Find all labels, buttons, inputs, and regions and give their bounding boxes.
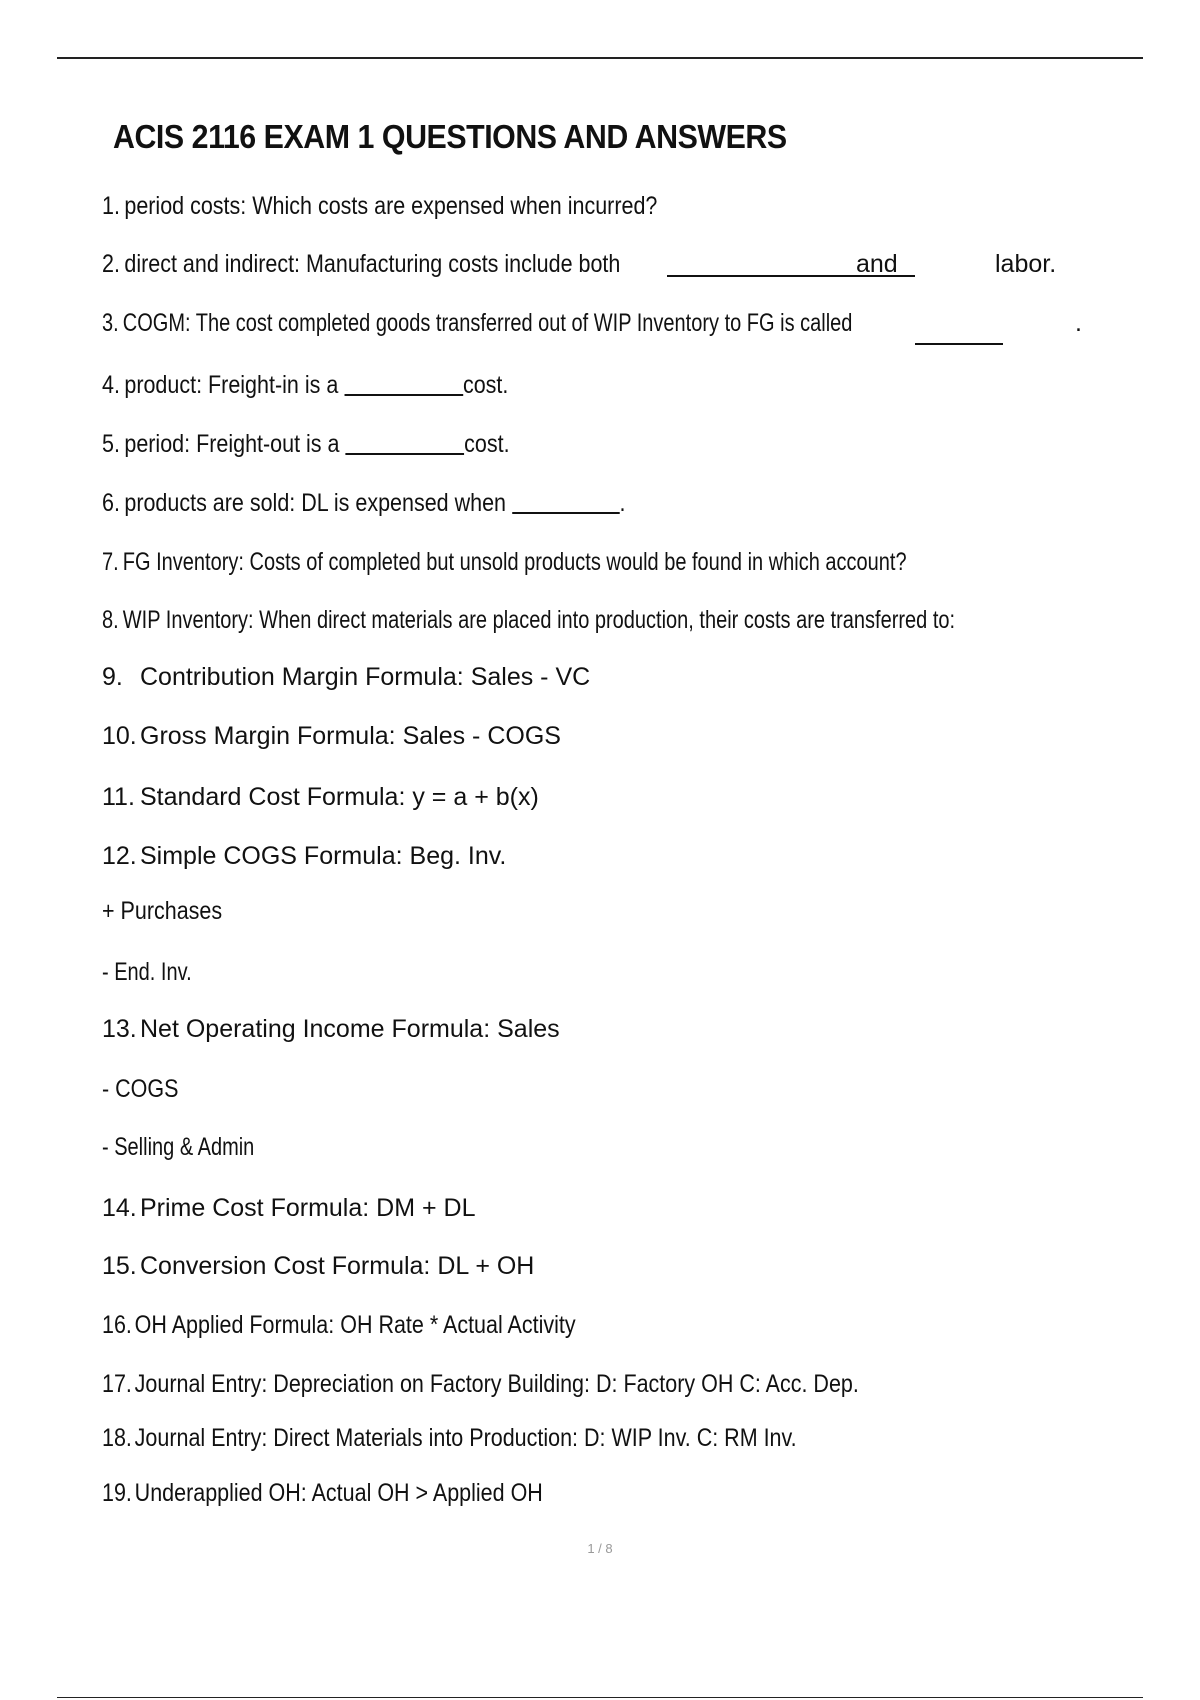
cogs-purchases-line: + Purchases: [102, 897, 223, 925]
question-13: 13. Net Operating Income Formula: Sales: [102, 1015, 560, 1043]
question-14: 14. Prime Cost Formula: DM + DL: [102, 1194, 476, 1222]
top-rule: [57, 57, 1143, 59]
question-1: 1. period costs: Which costs are expensed when incurred?: [102, 192, 658, 220]
answer-3-end: .: [1075, 309, 1082, 337]
question-6: 6. products are sold: DL is expensed when .: [102, 489, 626, 517]
bottom-rule: [57, 1697, 1143, 1698]
question-5: 5. period: Freight-out is a cost.: [102, 430, 510, 458]
question-8: 8. WIP Inventory: When direct materials are placed into production, their costs are transferred to:: [102, 606, 956, 634]
question-4: 4. product: Freight-in is a cost.: [102, 371, 509, 399]
answer-2-and: and: [856, 250, 898, 278]
blank-3: [915, 318, 1003, 349]
question-12: 12. Simple COGS Formula: Beg. Inv.: [102, 842, 507, 870]
question-11: 11. Standard Cost Formula: y = a + b(x): [102, 783, 539, 811]
noi-cogs-line: - COGS: [102, 1075, 179, 1103]
question-2: 2. direct and indirect: Manufacturing costs include both: [102, 250, 621, 278]
page-number: 1 / 8: [587, 1541, 613, 1556]
question-7: 7. FG Inventory: Costs of completed but unsold products would be found in which account?: [102, 548, 907, 576]
answer-2-end: labor.: [995, 250, 1057, 278]
question-16: 16. OH Applied Formula: OH Rate * Actual Activity: [102, 1311, 576, 1339]
question-18: 18. Journal Entry: Direct Materials into Production: D: WIP Inv. C: RM Inv.: [102, 1424, 797, 1452]
cogs-end-inv-line: - End. Inv.: [102, 958, 192, 986]
question-19: 19. Underapplied OH: Actual OH > Applied OH: [102, 1479, 543, 1507]
document-title: ACIS 2116 EXAM 1 QUESTIONS AND ANSWERS: [113, 118, 787, 155]
noi-selling-admin-line: - Selling & Admin: [102, 1133, 255, 1161]
question-17: 17. Journal Entry: Depreciation on Factory Building: D: Factory OH C: Acc. Dep.: [102, 1370, 859, 1398]
question-9: 9. Contribution Margin Formula: Sales - VC: [102, 663, 591, 691]
question-15: 15. Conversion Cost Formula: DL + OH: [102, 1252, 535, 1280]
question-3: 3. COGM: The cost completed goods transferred out of WIP Inventory to FG is called: [102, 309, 853, 337]
question-10: 10. Gross Margin Formula: Sales - COGS: [102, 722, 561, 750]
